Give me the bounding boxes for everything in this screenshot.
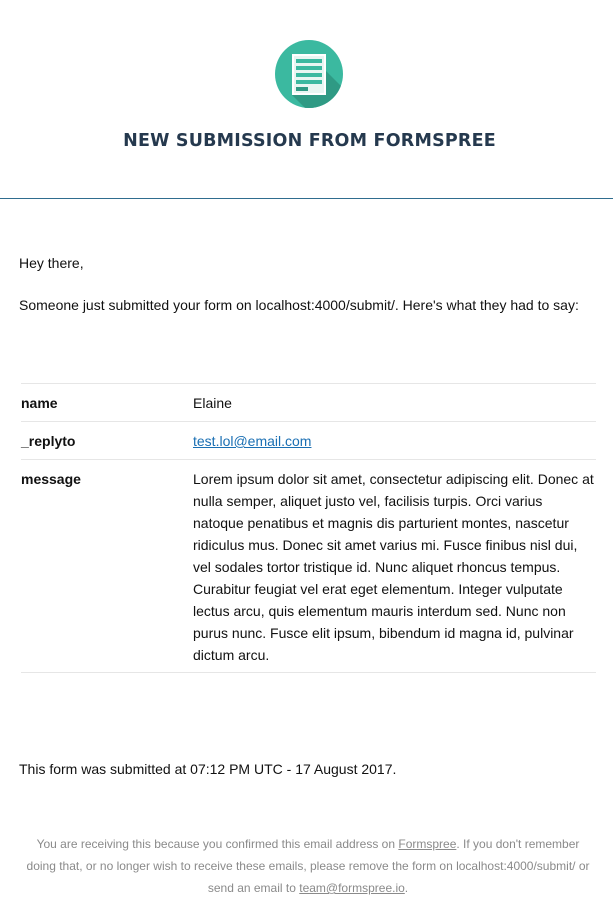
replyto-email-link[interactable]: test.lol@email.com	[193, 433, 312, 449]
team-email-link[interactable]: team@formspree.io	[299, 881, 405, 895]
table-row	[21, 422, 596, 460]
field-key: name	[21, 384, 193, 422]
formspree-link[interactable]: Formspree	[398, 837, 457, 851]
formspree-logo-icon	[275, 40, 343, 108]
submitted-timestamp: This form was submitted at 07:12 PM UTC - 17 August 2017.	[19, 761, 397, 777]
field-value: Lorem ipsum dolor sit amet, consectetur adipiscing elit. Donec at nulla semper, aliquet justo vel, facilisis turpis. Orci varius natoque penatibus et magnis dis parturient montes, nascetur ridiculus mus. Donec sit amet varius mi. Fusce finibus nisl dui, vel sodales tortor tristique id. Nunc aliquet rhoncus tempus. Curabitur feugiat vel erat eget elementum. Integer vulputate lectus arcu, quis elementum mauris interdum sed. Nunc non purus nunc. Fusce elit ipsum, bibendum id magna id, pulvinar dictum arcu.	[193, 460, 596, 673]
footer-note	[25, 833, 591, 899]
footer-text: .	[404, 881, 409, 895]
table-row	[21, 460, 596, 673]
field-value: Elaine	[193, 384, 596, 422]
email-header	[0, 0, 613, 199]
table-row	[21, 384, 596, 422]
intro-text: Someone just submitted your form on localhost:4000/submit/. Here's what they had to say:	[19, 297, 579, 313]
field-key: message	[21, 460, 193, 673]
field-key: _replyto	[21, 422, 193, 460]
field-value	[193, 422, 596, 460]
footer-text: . If you don't remember doing that, or no longer wish to receive these emails, please remove the form on localhost:4000/submit/ or send an email to	[26, 837, 590, 895]
submission-table	[21, 383, 596, 673]
greeting-text: Hey there,	[19, 255, 84, 271]
page-title: NEW SUBMISSION FROM FORMSPREE	[123, 131, 496, 151]
footer-text: You are receiving this because you confirmed this email address on	[36, 837, 399, 851]
